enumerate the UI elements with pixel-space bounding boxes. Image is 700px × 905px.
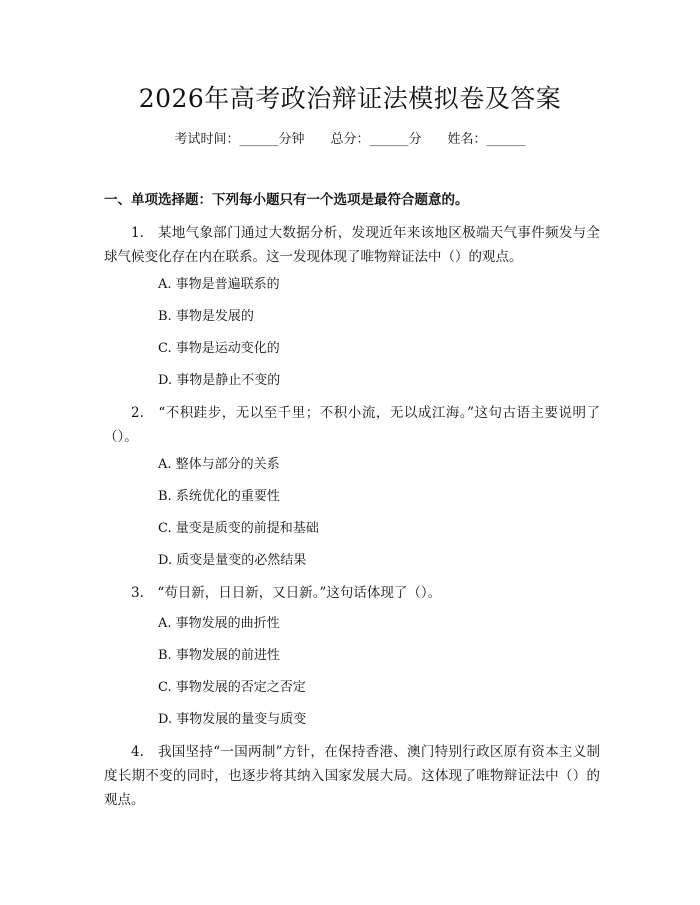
- question-3-option-c: C. 事物发展的否定之否定: [158, 680, 306, 695]
- total-score-field: 总分：______分: [330, 132, 422, 147]
- question-3: 3. “苟日新，日日新，又日新。”这句话体现了（）。: [131, 585, 442, 601]
- question-3-option-b: B. 事物发展的前进性: [158, 648, 280, 663]
- student-name-field: 姓名：______: [447, 132, 526, 147]
- question-1-option-b: B. 事物是发展的: [158, 309, 254, 324]
- exam-time-field: 考试时间：______分钟: [174, 132, 305, 147]
- question-1-option-c: C. 事物是运动变化的: [158, 341, 280, 356]
- page-title: 2026年高考政治辩证法模拟卷及答案: [138, 84, 562, 113]
- question-2-option-d: D. 质变是量变的必然结果: [158, 553, 307, 568]
- section-heading: 一、单项选择题：下列每小题只有一个选项是最符合题意的。: [104, 192, 469, 208]
- question-2: 2. “不积跬步，无以至千里；不积小流，无以成江海。”这句古语主要说明了（）。: [104, 405, 600, 445]
- question-4: 4. 我国坚持“一国两制”方针，在保持香港、澳门特别行政区原有资本主义制度长期不变的同时，也逐步将其纳入国家发展大局。这体现了唯物辩证法中（）的观点。: [104, 744, 600, 808]
- question-2-option-b: B. 系统优化的重要性: [158, 489, 280, 504]
- question-1-option-a: A. 事物是普遍联系的: [158, 277, 280, 292]
- question-1: 1. 某地气象部门通过大数据分析，发现近年来该地区极端天气事件频发与全球气候变化存在内在联系。这一发现体现了唯物辩证法中（）的观点。: [104, 225, 600, 265]
- question-2-option-a: A. 整体与部分的关系: [158, 457, 280, 472]
- exam-meta: [0, 131, 700, 149]
- question-3-option-a: A. 事物发展的曲折性: [158, 616, 280, 631]
- question-1-option-d: D. 事物是静止不变的: [158, 373, 281, 388]
- question-2-option-c: C. 量变是质变的前提和基础: [158, 521, 319, 536]
- question-3-option-d: D. 事物发展的量变与质变: [158, 712, 307, 727]
